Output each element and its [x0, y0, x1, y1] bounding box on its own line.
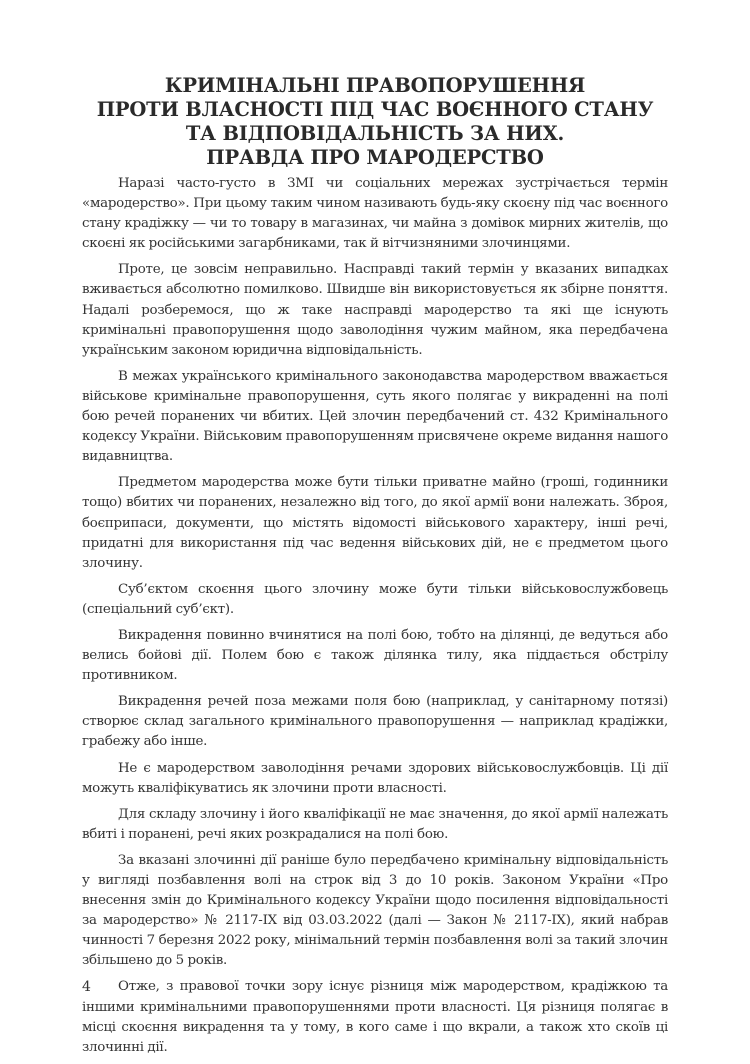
- paragraph-1: Наразі часто-густо в ЗМІ чи соціальних мережах зустрічається термін «мародерство». При цьому таким чином називають будь-яку скоєну під час воєнного стану крадіжку — чи то товару в магазинах, чи майна з домівок мирних жителів, що скоєні як російськими загарбниками, так й вітчизняними злочинцями.: [82, 176, 668, 252]
- title-line-2: ПРОТИ ВЛАСНОСТІ ПІД ЧАС ВОЄННОГО СТАНУ: [96, 98, 654, 121]
- paragraph-9: Для складу злочину і його кваліфікації не має значення, до якої армії належать вбиті і поранені, речі яких розкрадалися на полі бою.: [82, 806, 668, 842]
- paragraph-10: За вказані злочинні дії раніше було передбачено кримінальну відповідальність у вигляді позбавлення волі на строк від 3 до 10 років. Законом України «Про внесення змін до Кримінального кодексу України щодо посилення відповідальності за мародерство» № 2117-IX від 03.03.2022 (далі — Закон № 2117-IX), який набрав чинності 7 березня 2022 року, мінімальний термін позбавлення волі за такий злочин збільшено до 5 років.: [82, 852, 668, 969]
- paragraph-2: Проте, це зовсім неправильно. Насправді такий термін у вказаних випадках вживається абсолютно помилково. Швидше він використовується як збірне поняття. Надалі розберемося, що ж таке насправді мародерство та які ще існують кримінальні правопорушення щодо заволодіння чужим майном, яка передбачена українським законом юридична відповідальність.: [82, 262, 668, 358]
- paragraph-8: Не є мародерством заволодіння речами здорових військовослужбовців. Ці дії можуть кваліфікуватись як злочини проти власності.: [82, 760, 668, 796]
- title-line-4: ПРАВДА ПРО МАРОДЕРСТВО: [206, 146, 544, 169]
- page-content: [82, 74, 668, 1064]
- page-number: 4: [82, 979, 91, 995]
- title-line-3: ТА ВІДПОВІДАЛЬНІСТЬ ЗА НИХ.: [185, 122, 565, 145]
- paragraph-11: Отже, з правової точки зору існує різниця між мародерством, крадіжкою та іншими кримінальними правопорушеннями проти власності. Ця різниця полягає в місці скоєння викрадення та у тому, в кого саме і що вкрали, а також хто скоїв ці злочинні дії.: [82, 979, 668, 1055]
- page-title: [82, 74, 668, 170]
- paragraph-3: В межах українського кримінального законодавства мародерством вважається військове кримінальне правопорушення, суть якого полягає у викраденні на полі бою речей поранених чи вбитих. Цей злочин передбачений ст. 432 Кримінального кодексу України. Військовим правопорушенням присвячене окреме видання нашого видавництва.: [82, 368, 668, 465]
- paragraph-7: Викрадення речей поза межами поля бою (наприклад, у санітарному потязі) створює склад загального кримінального правопорушення — наприклад крадіжки, грабежу або інше.: [82, 694, 668, 750]
- paragraph-6: Викрадення повинно вчинятися на полі бою, тобто на ділянці, де ведуться або велись бойові дії. Полем бою є також ділянка тилу, яка піддається обстрілу противником.: [82, 627, 668, 684]
- paragraph-5: Суб’єктом скоєння цього злочину може бути тільки військовослужбовець (спеціальний суб’єкт).: [82, 581, 668, 617]
- paragraph-4: Предметом мародерства може бути тільки приватне майно (гроші, годинники тощо) вбитих чи поранених, незалежно від того, до якої армії вони належать. Зброя, боєприпаси, документи, що містять відомості військового характеру, інші речі, придатні для використання під час ведення військових дій, не є предметом цього злочину.: [82, 475, 668, 571]
- title-line-1: КРИМІНАЛЬНІ ПРАВОПОРУШЕННЯ: [164, 74, 586, 97]
